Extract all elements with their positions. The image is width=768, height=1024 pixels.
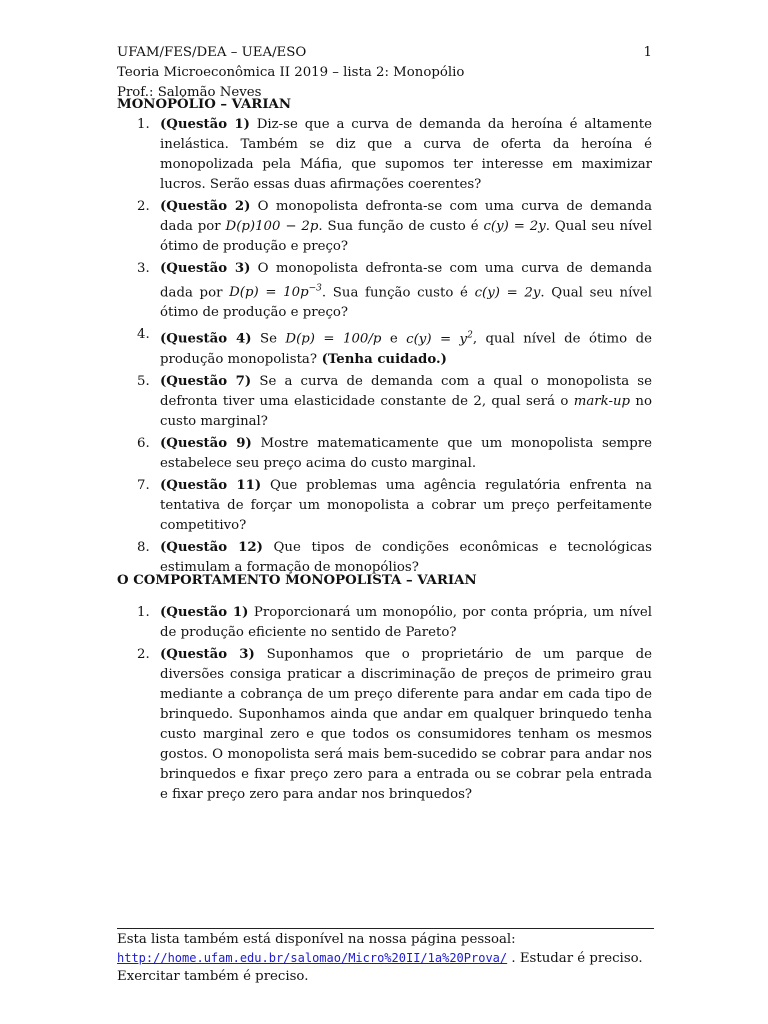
cost-formula: c(y) = 2y <box>474 285 541 301</box>
question-text: Suponhamos que o proprietário de um parque de diversões consiga praticar a discriminação de preços de primeiro grau mediante a cobrança de um preço diferente para andar em cada tipo de brinquedo. Suponhamos ainda que andar em qualquer brinquedo tenha custo marginal zero e que todos os consumidores tenham os mesmos gostos. O monopolista será mais bem-sucedido se cobrar para andar nos brinquedos e fixar preço zero para a entrada ou se cobrar pela entrada e fixar preço zero para andar nos brinquedos? <box>160 647 652 802</box>
footnote-text <box>117 931 654 986</box>
question-number: 4. <box>137 327 150 343</box>
question-text: O monopolista defronta-se com uma curva de demanda dada por <box>160 199 652 234</box>
cost-formula <box>406 332 473 347</box>
question-text: O monopolista defronta-se com uma curva de demanda dada por <box>160 261 652 301</box>
question-number: 2. <box>137 199 150 214</box>
question-text: Se a curva de demanda com a qual o monopolista se defronta tiver uma elasticidade constante de 2, qual será o <box>160 373 652 409</box>
question-number: 3. <box>137 261 150 276</box>
question-list <box>117 603 652 805</box>
question-item <box>117 259 652 323</box>
question-text: . Qual seu nível ótimo de produção e preço? <box>160 285 652 321</box>
question-text: Diz-se que a curva de demanda da heroína é altamente inelástica. Também se diz que a curva de oferta da heroína é monopolizada pela Máfia, que supomos ter interesse em maximizar lucros. Serão essas duas afirmações coerentes? <box>160 117 652 192</box>
question-label: (Questão 3) <box>160 261 251 276</box>
question-number: 7. <box>137 477 150 493</box>
question-label: (Questão 4) <box>160 331 252 347</box>
footnote-divider <box>117 928 654 929</box>
question-label: (Questão 1) <box>160 605 249 620</box>
demand-formula: D(p) = 100/p <box>285 331 382 347</box>
question-label: (Questão 3) <box>160 647 255 662</box>
question-text: e <box>381 331 407 347</box>
page-number: 1 <box>643 45 652 60</box>
question-item <box>117 197 652 257</box>
question-number: 2. <box>137 647 150 662</box>
footnote-closing: . Estudar é preciso. Exercitar também é preciso. <box>117 951 643 984</box>
question-item <box>117 434 652 474</box>
course-line: Teoria Microeconômica II 2019 – lista 2: Monopólio <box>117 65 465 80</box>
formula-base: D(p) = 10p <box>229 285 309 301</box>
question-label: (Questão 2) <box>160 199 251 214</box>
question-item <box>117 325 652 369</box>
question-label: (Questão 7) <box>160 373 252 389</box>
demand-formula: D(p)100 − 2p <box>225 219 319 234</box>
document-header <box>117 43 652 103</box>
question-item <box>117 115 652 195</box>
question-label: (Questão 12) <box>160 539 263 555</box>
question-item <box>117 645 652 805</box>
professor-line: Prof.: Salomão Neves <box>117 85 262 100</box>
question-label: (Questão 11) <box>160 477 262 493</box>
question-number: 1. <box>137 117 150 132</box>
institution-line: UFAM/FES/DEA – UEA/ESO <box>117 45 307 60</box>
demand-formula <box>229 285 322 300</box>
question-text: , qual nível de ótimo de produção monopolista? <box>160 331 652 367</box>
section-title: O COMPORTAMENTO MONOPOLISTA – VARIAN <box>117 573 477 588</box>
section-comportamento <box>117 571 652 805</box>
markup-term: mark-up <box>573 393 631 409</box>
footnote <box>117 928 654 986</box>
question-text: . Qual seu nível ótimo de produção e preço? <box>160 219 652 254</box>
question-text: . Sua função de custo é <box>318 219 484 234</box>
formula-base: c(y) = y <box>406 331 468 347</box>
question-text: . Sua função custo é <box>321 285 475 301</box>
cost-formula: c(y) = 2y <box>483 219 546 234</box>
question-item <box>117 603 652 643</box>
question-text: Proporcionará um monopólio, por conta própria, um nível de produção eficiente no sentido de Pareto? <box>160 605 652 640</box>
question-number: 1. <box>137 605 150 620</box>
homepage-link[interactable]: http://home.ufam.edu.br/salomao/Micro%20II/1a%20Prova/ <box>117 951 508 965</box>
question-item <box>117 476 652 536</box>
question-label: (Questão 1) <box>160 117 250 132</box>
formula-exponent: 2 <box>467 330 473 341</box>
question-list <box>117 115 652 578</box>
question-text: Se <box>251 331 286 347</box>
footnote-intro: Esta lista também está disponível na nossa página pessoal: <box>117 932 516 947</box>
question-text: Que problemas uma agência regulatória enfrenta na tentativa de forçar um monopolista a cobrar um preço perfeitamente competitivo? <box>160 477 652 533</box>
question-note: (Tenha cuidado.) <box>317 351 447 367</box>
question-text: Que tipos de condições econômicas e tecnológicas estimulam a formação de monopólios? <box>160 539 652 575</box>
question-number: 6. <box>137 435 150 451</box>
section-title: MONOPÓLIO – VARIAN <box>117 97 292 112</box>
question-item <box>117 372 652 432</box>
question-text: Mostre matematicamente que um monopolista sempre estabelece seu preço acima do custo marginal. <box>160 435 652 471</box>
question-number: 5. <box>137 373 150 389</box>
section-monopolio <box>117 95 652 578</box>
formula-exponent: −3 <box>308 284 322 294</box>
question-number: 8. <box>137 539 150 555</box>
question-text: no custo marginal? <box>160 393 652 429</box>
question-label: (Questão 9) <box>160 435 252 451</box>
